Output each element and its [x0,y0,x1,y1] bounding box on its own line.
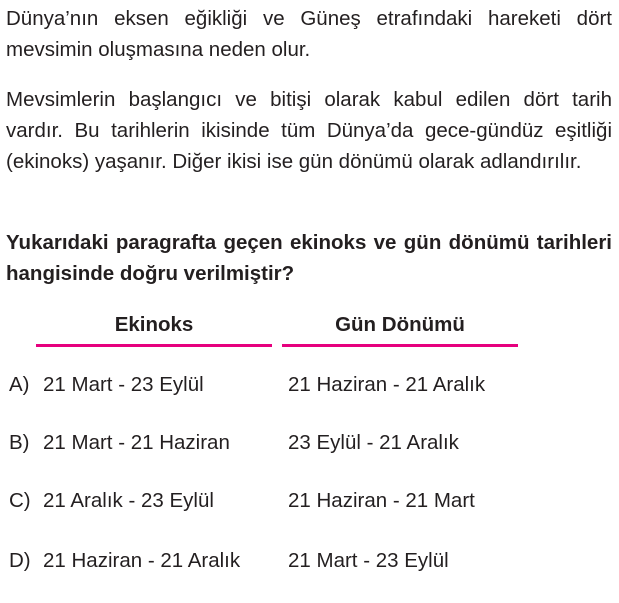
answer-option-c[interactable] [0,486,619,516]
option-gun-donumu-dates: 21 Haziran - 21 Mart [288,489,475,512]
column-header-ekinoks: Ekinoks [114,313,194,336]
option-letter: A) [9,373,30,396]
context-paragraph: Mevsimlerin başlangıcı ve bitişi olarak kabul edilen dört tarih vardır. Bu tarihlerin ikisinde tüm Dünya’da gece-gündüz eşitliği (ekinoks) yaşanır. Diğer ikisi ise gün dönümü olarak adlandırılır. [6,88,612,173]
option-gun-donumu-dates: 21 Mart - 23 Eylül [288,549,449,572]
intro-paragraph: Dünya’nın eksen eğikliği ve Güneş etrafındaki hareketi dört mevsimin oluşmasına neden olur. [6,7,612,61]
option-ekinoks-dates: 21 Mart - 23 Eylül [43,373,204,396]
column-underline-ekinoks [36,344,272,347]
option-ekinoks-dates: 21 Mart - 21 Haziran [43,431,230,454]
column-underline-gun-donumu [282,344,518,347]
answer-option-d[interactable] [0,546,619,576]
option-letter: C) [9,489,31,512]
column-header-gun-donumu: Gün Dönümü [335,313,465,336]
option-ekinoks-dates: 21 Haziran - 21 Aralık [43,549,241,572]
option-gun-donumu-dates: 23 Eylül - 21 Aralık [288,431,459,454]
answer-option-b[interactable] [0,428,619,458]
option-ekinoks-dates: 21 Aralık - 23 Eylül [43,489,214,512]
option-gun-donumu-dates: 21 Haziran - 21 Aralık [288,373,486,396]
question-stem: Yukarıdaki paragrafta geçen ekinoks ve gün dönümü tarihleri hangisinde doğru verilmiştir? [6,231,612,285]
option-letter: B) [9,431,30,454]
option-letter: D) [9,549,31,572]
answer-option-a[interactable] [0,370,619,400]
